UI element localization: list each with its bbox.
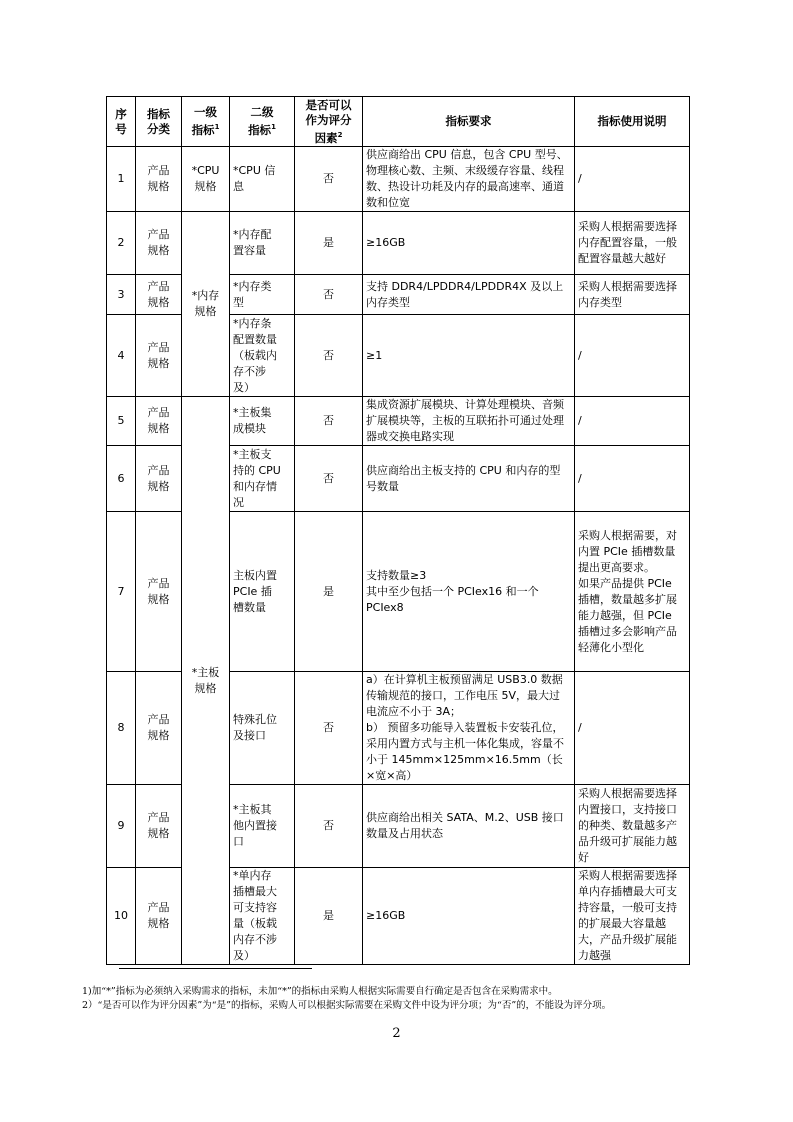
row-number: 7 xyxy=(107,512,136,672)
row-usage: / xyxy=(575,315,690,397)
row-requirement: 供应商给出相关 SATA、M.2、USB 接口数量及占用状态 xyxy=(363,785,575,868)
row-usage: 采购人根据需要选择内存配置容量，一般配置容量越大越好 xyxy=(575,212,690,275)
row-requirement: 供应商给出主板支持的 CPU 和内存的型号数量 xyxy=(363,446,575,512)
row-level2: *内存类 型 xyxy=(230,275,295,315)
header-requirement: 指标要求 xyxy=(363,97,575,147)
row-number: 1 xyxy=(107,147,136,212)
group-memory: *内存 规格 xyxy=(182,212,230,397)
row-scorable: 否 xyxy=(295,397,363,446)
header-level1 xyxy=(182,97,230,147)
row-category: 产品 规格 xyxy=(136,446,182,512)
row-category: 产品 规格 xyxy=(136,868,182,965)
row-usage: 采购人根据需要选择单内存插槽最大可支持容量，一般可支持的扩展最大容量越大，产品升级扩展能力越强 xyxy=(575,868,690,965)
row-requirement: ≥1 xyxy=(363,315,575,397)
header-scorable-text: 是否可以 作为评分 因素 xyxy=(305,97,352,145)
header-scorable-sup: 2 xyxy=(337,130,343,139)
row-number: 3 xyxy=(107,275,136,315)
row-requirement: 供应商给出 CPU 信息，包含 CPU 型号、物理核心数、主频、末级缓存容量、线程数、热设计功耗及内存的最高速率、通道数和位宽 xyxy=(363,147,575,212)
footnote-1: 1)加“*”指标为必须纳入采购需求的指标，未加“*”的指标由采购人根据实际需要自行确定是否包含在采购需求中。 xyxy=(82,986,558,997)
row-scorable: 是 xyxy=(295,868,363,965)
row-category: 产品 规格 xyxy=(136,212,182,275)
row-scorable: 否 xyxy=(295,275,363,315)
row-number: 2 xyxy=(107,212,136,275)
row-scorable: 否 xyxy=(295,446,363,512)
row-requirement: 支持 DDR4/LPDDR4/LPDDR4X 及以上内存类型 xyxy=(363,275,575,315)
row-scorable: 否 xyxy=(295,785,363,868)
row-level2: *主板支 持的 CPU 和内存情 况 xyxy=(230,446,295,512)
header-level2-text: 二级 指标 xyxy=(248,105,274,137)
row-category: 产品 规格 xyxy=(136,275,182,315)
group-mainboard: *主板 规格 xyxy=(182,397,230,965)
table-row xyxy=(107,212,690,275)
row-number: 6 xyxy=(107,446,136,512)
header-scorable xyxy=(295,97,363,147)
row-category: 产品 规格 xyxy=(136,512,182,672)
header-level1-sup: 1 xyxy=(214,123,220,132)
row-level2: *内存条 配置数量 （板载内 存不涉 及） xyxy=(230,315,295,397)
row-level2: *主板集 成模块 xyxy=(230,397,295,446)
row-requirement: 集成资源扩展模块、计算处理模块、音频扩展模块等，主板的互联拓扑可通过处理器或交换电路实现 xyxy=(363,397,575,446)
row-scorable: 是 xyxy=(295,212,363,275)
table-row xyxy=(107,397,690,446)
row-scorable: 否 xyxy=(295,315,363,397)
page-number: 2 xyxy=(392,1026,401,1041)
row-category: 产品 规格 xyxy=(136,672,182,785)
row-number: 4 xyxy=(107,315,136,397)
row-usage: 采购人根据需要选择内置接口，支持接口的种类、数量越多产品升级可扩展能力越好 xyxy=(575,785,690,868)
footnote-2: 2）“是否可以作为评分因素”为“是”的指标，采购人可以根据实际需要在采购文件中设为评分项；为“否”的，不能设为评分项。 xyxy=(82,1000,612,1011)
header-level2-sup: 1 xyxy=(271,123,276,132)
row-number: 9 xyxy=(107,785,136,868)
group-cpu: *CPU 规格 xyxy=(182,147,230,212)
row-scorable: 否 xyxy=(295,672,363,785)
row-usage: 采购人根据需要选择内存类型 xyxy=(575,275,690,315)
row-number: 5 xyxy=(107,397,136,446)
row-number: 10 xyxy=(107,868,136,965)
row-level2: *单内存 插槽最大 可支持容 量（板载 内存不涉 及） xyxy=(230,868,295,965)
row-scorable: 否 xyxy=(295,147,363,212)
row-scorable: 是 xyxy=(295,512,363,672)
header-row xyxy=(107,97,690,147)
row-level2: *内存配 置容量 xyxy=(230,212,295,275)
row-category: 产品 规格 xyxy=(136,785,182,868)
row-requirement: a）在计算机主板预留满足 USB3.0 数据传输规范的接口，工作电压 5V，最大过电流应不小于 3A； b） 预留多功能导入装置板卡安装孔位，采用内置方式与主机一体化集成，容量不小于 145mm×125mm×16.5mm（长×宽×高） xyxy=(363,672,575,785)
header-seq: 序 号 xyxy=(107,97,136,147)
header-usage: 指标使用说明 xyxy=(575,97,690,147)
row-level2: 特殊孔位 及接口 xyxy=(230,672,295,785)
header-level2 xyxy=(230,97,295,147)
row-usage: / xyxy=(575,397,690,446)
row-usage: / xyxy=(575,446,690,512)
row-level2: 主板内置 PCIe 插 槽数量 xyxy=(230,512,295,672)
spec-table xyxy=(106,96,690,965)
row-requirement: 支持数量≥3 其中至少包括一个 PCIex16 和一个 PCIex8 xyxy=(363,512,575,672)
footnote-divider xyxy=(119,968,312,969)
row-number: 8 xyxy=(107,672,136,785)
row-category: 产品 规格 xyxy=(136,397,182,446)
row-level2: *主板其 他内置接 口 xyxy=(230,785,295,868)
row-level2: *CPU 信 息 xyxy=(230,147,295,212)
row-usage: / xyxy=(575,672,690,785)
row-requirement: ≥16GB xyxy=(363,212,575,275)
row-requirement: ≥16GB xyxy=(363,868,575,965)
row-category: 产品 规格 xyxy=(136,315,182,397)
header-level1-text: 一级 指标 xyxy=(191,105,217,137)
row-category: 产品 规格 xyxy=(136,147,182,212)
row-usage: 采购人根据需要，对内置 PCIe 插槽数量提出更高要求。 如果产品提供 PCIe 插槽，数量越多扩展能力越强，但 PCIe 插槽过多会影响产品轻薄化小型化 xyxy=(575,512,690,672)
header-category: 指标 分类 xyxy=(136,97,182,147)
row-usage: / xyxy=(575,147,690,212)
table-row xyxy=(107,147,690,212)
